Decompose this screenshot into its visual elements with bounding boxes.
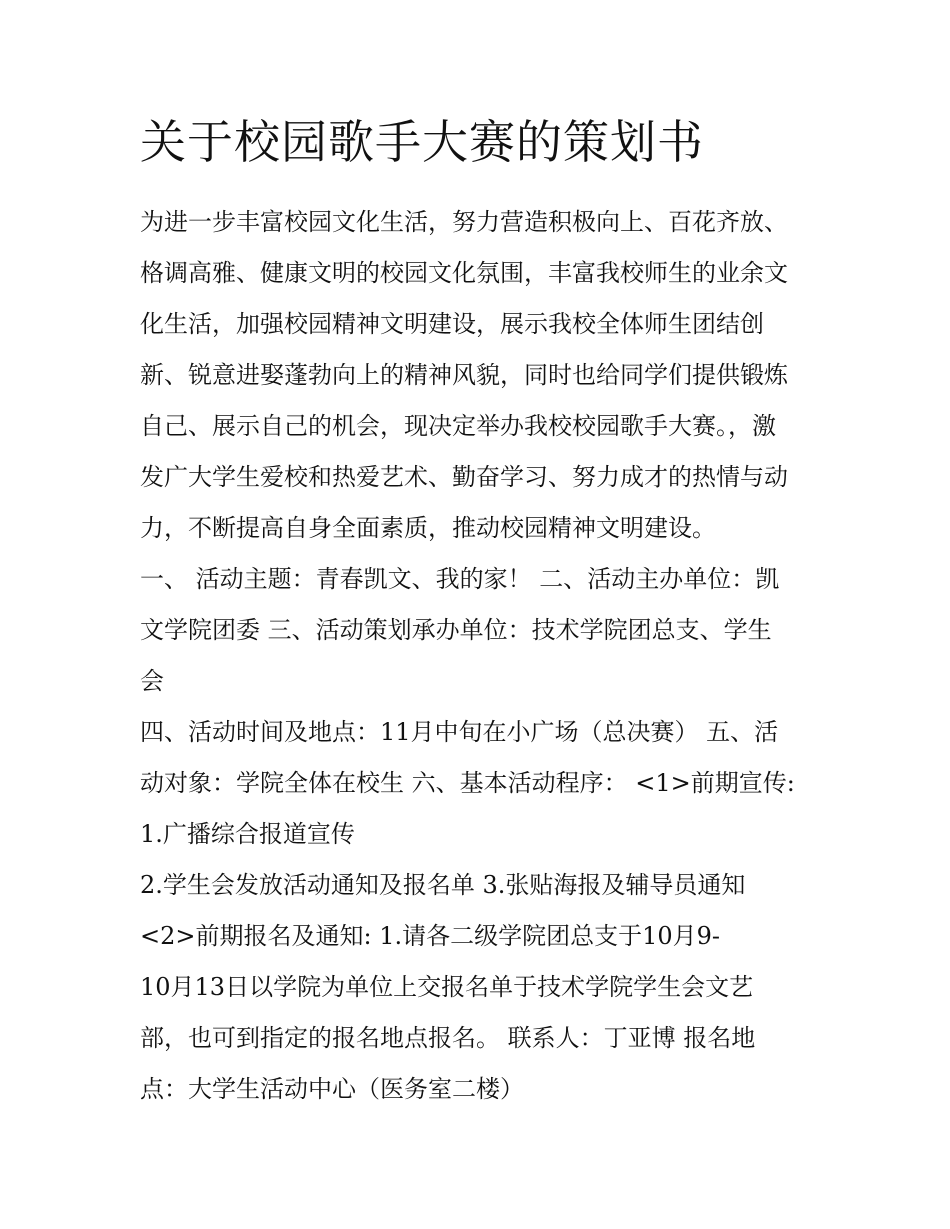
paragraph-line: 格调高雅、健康文明的校园文化氛围，丰富我校师生的业余文	[140, 259, 788, 287]
paragraph-line: 会	[140, 667, 164, 695]
paragraph-line: 发广大学生爱校和热爱艺术、勤奋学习、努力成才的热情与动	[140, 463, 788, 491]
paragraph-line: 化生活，加强校园精神文明建设，展示我校全体师生团结创	[140, 310, 764, 338]
paragraph-line: <2>前期报名及通知: 1.请各二级学院团总支于10月9-	[140, 922, 721, 950]
document-title: 关于校园歌手大赛的策划书	[140, 115, 704, 169]
paragraph-line: 力，不断提高自身全面素质，推动校园精神文明建设。	[140, 514, 716, 542]
paragraph-line: 自己、展示自己的机会，现决定举办我校校园歌手大赛。，激	[140, 412, 776, 440]
paragraph-line: 动对象：学院全体在校生 六、基本活动程序： <1>前期宣传:	[140, 769, 795, 797]
paragraph-line: 四、活动时间及地点：11月中旬在小广场（总决赛） 五、活	[140, 718, 779, 746]
paragraph-line: 文学院团委 三、活动策划承办单位：技术学院团总支、学生	[140, 616, 772, 644]
paragraph-line: 部，也可到指定的报名地点报名。 联系人：丁亚博 报名地	[140, 1024, 756, 1052]
paragraph-line: 一、 活动主题：青春凯文、我的家！ 二、活动主办单位：凯	[140, 565, 780, 593]
paragraph-line: 新、锐意进娶蓬勃向上的精神风貌，同时也给同学们提供锻炼	[140, 361, 788, 389]
paragraph-line: 1.广播综合报道宣传	[140, 820, 355, 848]
paragraph-line: 10月13日以学院为单位上交报名单于技术学院学生会文艺	[140, 973, 754, 1001]
paragraph-line: 2.学生会发放活动通知及报名单 3.张贴海报及辅导员通知	[140, 871, 746, 899]
paragraph-line: 点：大学生活动中心（医务室二楼）	[140, 1075, 524, 1103]
paragraph-line: 为进一步丰富校园文化生活，努力营造积极向上、百花齐放、	[140, 208, 788, 236]
